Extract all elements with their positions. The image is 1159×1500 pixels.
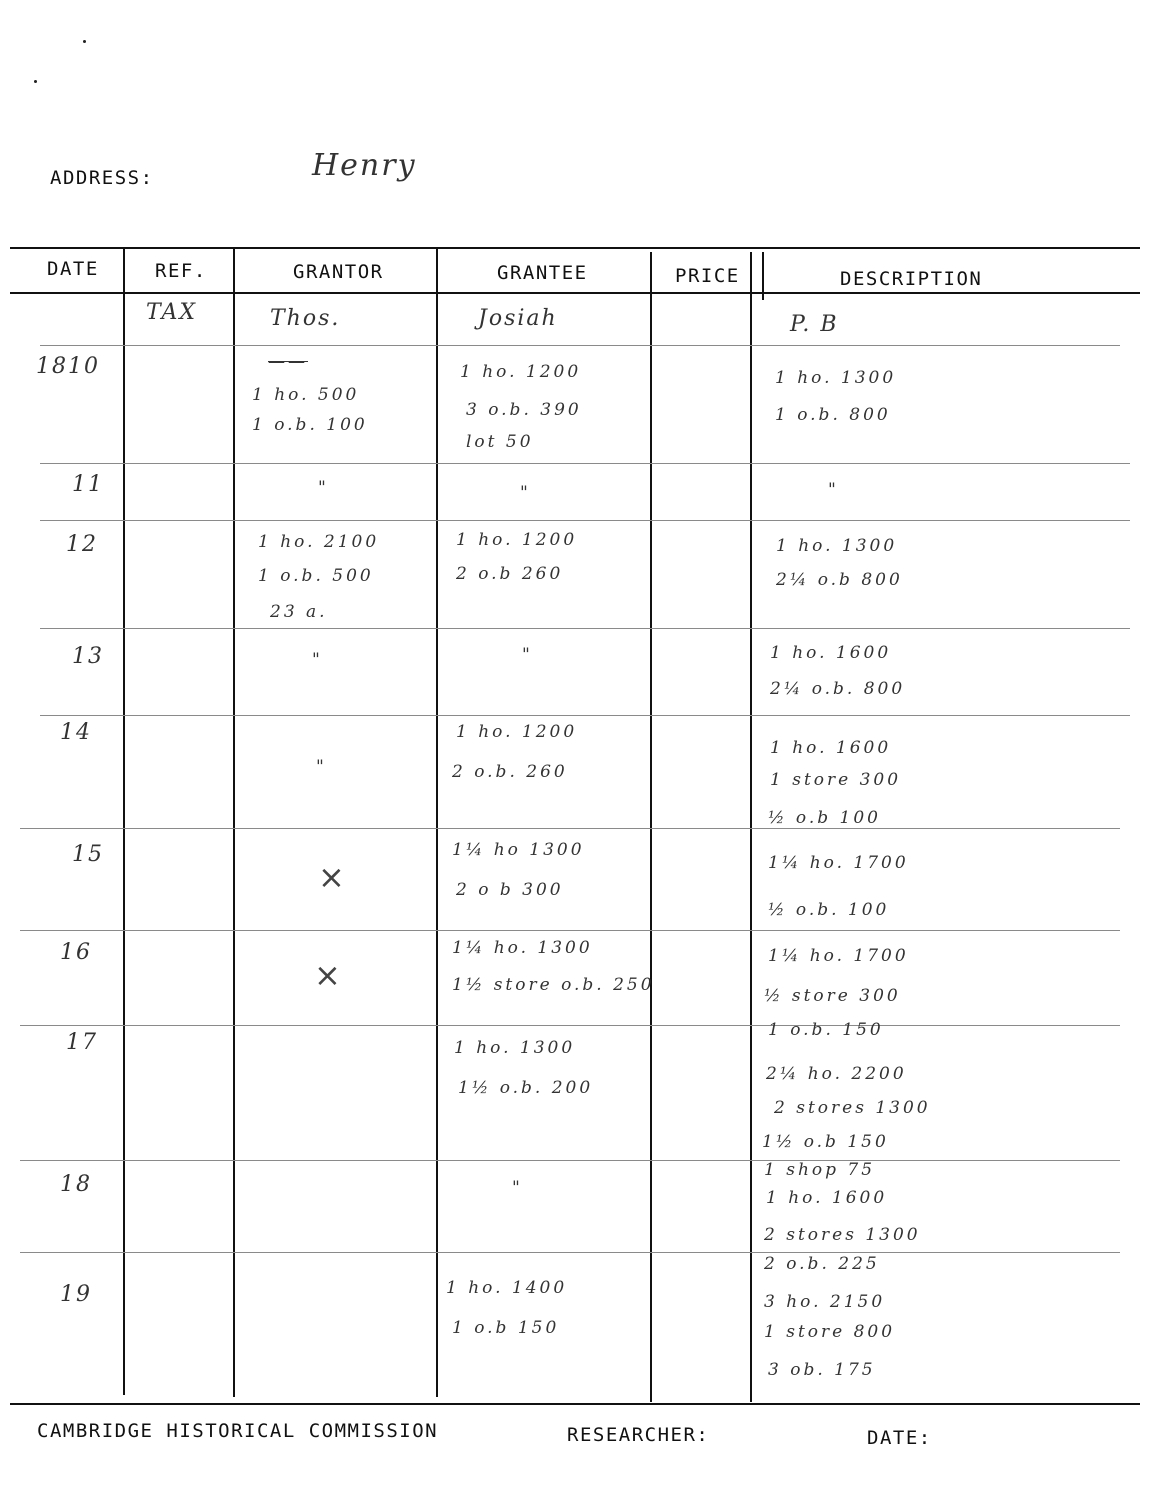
entry-grantee-line: 1¼ ho. 1300 bbox=[452, 938, 593, 958]
entry-description-line: 1½ o.b 150 bbox=[762, 1132, 889, 1152]
entry-grantee-ditto: " bbox=[520, 483, 531, 503]
entry-grantor-line: 1 o.b. 500 bbox=[258, 566, 374, 586]
entry-description-line: 2 stores 1300 bbox=[774, 1098, 931, 1118]
column-header-grantor: GRANTOR bbox=[293, 261, 384, 283]
entry-description-line: 1 ho. 1600 bbox=[770, 738, 892, 758]
entry-grantee-line: 1 ho. 1200 bbox=[456, 722, 578, 742]
entry-grantor-ditto: " bbox=[316, 757, 327, 777]
entry-grantor-cross: × bbox=[318, 858, 345, 896]
stray-mark bbox=[34, 80, 37, 83]
table-bottom-rule bbox=[10, 1403, 1140, 1405]
col-divider-short bbox=[762, 252, 764, 300]
entry-grantor-line: 1 ho. 500 bbox=[252, 385, 360, 405]
row-separator bbox=[40, 628, 1130, 629]
entry-date: 17 bbox=[66, 1030, 98, 1055]
entry-description-line: 2¼ o.b 800 bbox=[776, 570, 903, 590]
entry-description-line: 2 o.b. 225 bbox=[764, 1254, 880, 1274]
entry-description-line: 1 ho. 1600 bbox=[770, 643, 892, 663]
row-separator bbox=[40, 345, 1120, 346]
address-label: ADDRESS: bbox=[50, 167, 154, 189]
row-separator bbox=[20, 1252, 1120, 1253]
entry-date: 11 bbox=[72, 472, 104, 497]
address-value: Henry bbox=[312, 148, 417, 183]
entry-description-line: ½ store 300 bbox=[764, 986, 901, 1006]
row-separator bbox=[40, 520, 1130, 521]
col-divider bbox=[123, 247, 125, 1395]
row-separator bbox=[20, 1025, 1120, 1026]
footer-researcher-label: RESEARCHER: bbox=[567, 1424, 710, 1446]
column-header-description: DESCRIPTION bbox=[840, 268, 983, 290]
entry-date: 19 bbox=[60, 1282, 92, 1307]
header-bottom-rule bbox=[10, 292, 1140, 294]
row-separator bbox=[20, 828, 1120, 829]
col-divider bbox=[650, 252, 652, 1402]
header-grantor: Thos. bbox=[270, 306, 341, 331]
entry-description-line: 1 shop 75 bbox=[764, 1160, 876, 1180]
header-grantee: Josiah bbox=[478, 306, 558, 331]
entry-grantee-line: 1½ store o.b. 250 bbox=[452, 975, 655, 995]
entry-grantee-line: 1 ho. 1300 bbox=[454, 1038, 576, 1058]
entry-grantee-ditto: " bbox=[512, 1178, 523, 1198]
row-separator bbox=[40, 715, 1130, 716]
entry-description-line: 1 store 800 bbox=[764, 1322, 896, 1342]
entry-description-line: 1¼ ho. 1700 bbox=[768, 946, 909, 966]
entry-description-line: ½ o.b 100 bbox=[768, 808, 881, 828]
entry-grantee-line: 1½ o.b. 200 bbox=[458, 1078, 594, 1098]
footer-date-label: DATE: bbox=[867, 1427, 932, 1449]
column-header-ref: REF. bbox=[155, 260, 207, 282]
row-separator bbox=[20, 1160, 1120, 1161]
entry-grantee-line: 2 o b 300 bbox=[456, 880, 564, 900]
entry-grantor-cross: × bbox=[314, 956, 341, 994]
entry-grantee-line: lot 50 bbox=[466, 432, 534, 452]
footer-commission: CAMBRIDGE HISTORICAL COMMISSION bbox=[37, 1420, 439, 1442]
entry-grantee-line: 1 ho. 1400 bbox=[446, 1278, 568, 1298]
entry-description-line: 2¼ ho. 2200 bbox=[766, 1064, 907, 1084]
entry-grantee-line: 1 o.b 150 bbox=[452, 1318, 560, 1338]
entry-grantee-line: 2 o.b. 260 bbox=[452, 762, 568, 782]
header-description: P. B bbox=[790, 312, 839, 337]
row-separator bbox=[20, 930, 1120, 931]
entry-description-line: 1 ho. 1600 bbox=[766, 1188, 888, 1208]
entry-grantor-ditto: " bbox=[312, 650, 323, 670]
entry-description-line: 1 ho. 1300 bbox=[775, 368, 897, 388]
entry-grantor-line: 1 o.b. 100 bbox=[252, 415, 368, 435]
entry-description-line: 1 store 300 bbox=[770, 770, 902, 790]
col-divider bbox=[436, 247, 438, 1397]
entry-grantee-ditto: " bbox=[522, 645, 533, 665]
entry-date: 14 bbox=[60, 720, 92, 745]
entry-description-line: ½ o.b. 100 bbox=[768, 900, 890, 920]
entry-date: 16 bbox=[60, 940, 92, 965]
column-header-date: DATE bbox=[47, 258, 99, 280]
entry-description-line: 1 ho. 1300 bbox=[776, 536, 898, 556]
entry-date: 18 bbox=[60, 1172, 92, 1197]
entry-grantor-line: 23 a. bbox=[270, 602, 328, 622]
entry-grantor-line: 1 ho. 2100 bbox=[258, 532, 380, 552]
entry-description-line: 3 ho. 2150 bbox=[764, 1292, 886, 1312]
entry-grantor-ditto: " bbox=[318, 478, 329, 498]
header-ref: TAX bbox=[146, 300, 198, 325]
entry-description-line: 3 ob. 175 bbox=[768, 1360, 876, 1380]
entry-grantee-line: 1¼ ho 1300 bbox=[452, 840, 585, 860]
entry-date: 13 bbox=[72, 644, 104, 669]
stray-mark bbox=[83, 40, 86, 43]
entry-description-line: 2 stores 1300 bbox=[764, 1225, 921, 1245]
entry-grantor-line: —— bbox=[268, 352, 308, 372]
entry-description-line: 2¼ o.b. 800 bbox=[770, 679, 906, 699]
entry-description-line: 1 o.b. 150 bbox=[768, 1020, 884, 1040]
entry-description-line: 1¼ ho. 1700 bbox=[768, 853, 909, 873]
entry-grantee-line: 1 ho. 1200 bbox=[456, 530, 578, 550]
column-header-price: PRICE bbox=[675, 265, 740, 287]
row-separator bbox=[40, 463, 1130, 464]
entry-grantee-line: 2 o.b 260 bbox=[456, 564, 564, 584]
column-header-grantee: GRANTEE bbox=[497, 262, 588, 284]
entry-grantee-line: 3 o.b. 390 bbox=[466, 400, 582, 420]
col-divider bbox=[750, 252, 752, 1402]
entry-date: 1810 bbox=[36, 354, 100, 379]
entry-date: 15 bbox=[72, 842, 104, 867]
entry-description-line: 1 o.b. 800 bbox=[775, 405, 891, 425]
table-top-rule bbox=[10, 247, 1140, 249]
entry-grantee-line: 1 ho. 1200 bbox=[460, 362, 582, 382]
col-divider bbox=[233, 247, 235, 1397]
entry-description-ditto: " bbox=[828, 480, 839, 500]
entry-date: 12 bbox=[66, 532, 98, 557]
